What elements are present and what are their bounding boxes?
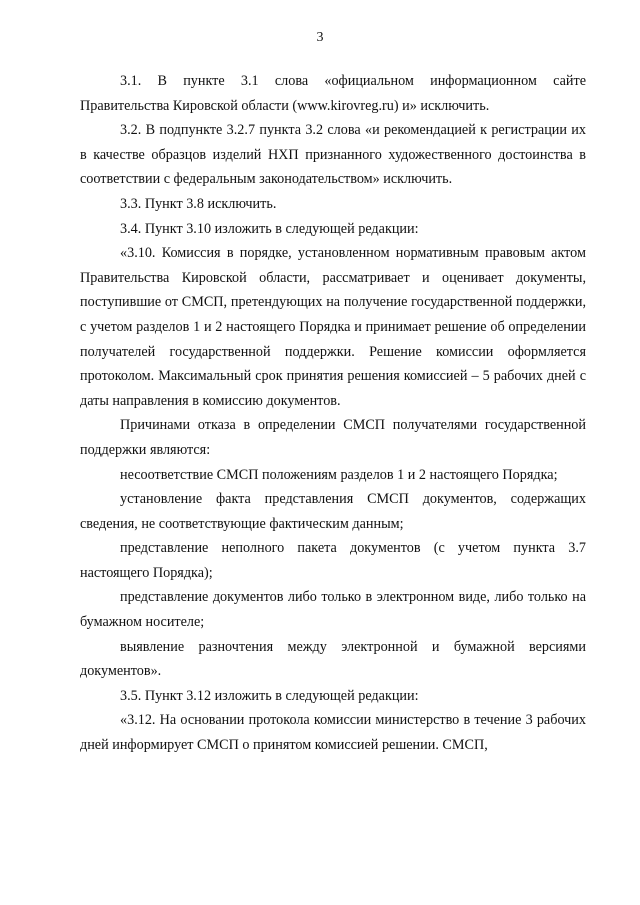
paragraph-reason-2: установление факта представления СМСП документов, содержащих сведения, не соответствующие фактическим данным; bbox=[80, 491, 586, 532]
paragraph-reason-3: представление неполного пакета документов (с учетом пункта 3.7 настоящего Порядка); bbox=[80, 540, 586, 581]
paragraph-3-12-text: «3.12. На основании протокола комиссии министерство в течение 3 рабочих дней информирует СМСП о принятом комиссией решении. СМСП, bbox=[80, 712, 586, 754]
paragraph-3-10-text: «3.10. Комиссия в порядке, установленном нормативным правовым актом Правительства Кировской области, рассматривает и оценивает документы, поступившие от СМСП, претендующих на получение государственной поддержки, с учетом разделов 1 и 2 настоящего Порядка и принимает решение об определении получателей государственной поддержки. Решение комиссии оформляется протоколом. Максимальный срок принятия решения комиссией – 5 рабочих дней с даты направления в комиссию документов. bbox=[80, 245, 586, 409]
paragraph-reason-1: несоответствие СМСП положениям разделов 1 и 2 настоящего Порядка; bbox=[120, 466, 558, 483]
paragraph-3-5: 3.5. Пункт 3.12 изложить в следующей редакции: bbox=[120, 687, 419, 704]
page-number: 3 bbox=[316, 30, 324, 45]
document-body bbox=[80, 69, 586, 758]
paragraph-reason-5: выявление разночтения между электронной и бумажной версиями документов». bbox=[80, 638, 586, 680]
paragraph-3-2: 3.2. В подпункте 3.2.7 пункта 3.2 слова «и рекомендацией к регистрации их в качестве образцов изделий НХП признанного художественного достоинства в соответствии с федеральным законодательством» исключить. bbox=[80, 122, 586, 188]
paragraph-3-1: 3.1. В пункте 3.1 слова «официальном информационном сайте Правительства Кировской области (www.kirovreg.ru) и» исключить. bbox=[80, 73, 586, 114]
paragraph-3-3: 3.3. Пункт 3.8 исключить. bbox=[120, 195, 277, 212]
paragraph-3-4: 3.4. Пункт 3.10 изложить в следующей редакции: bbox=[120, 220, 419, 237]
paragraph-refusal-reasons: Причинами отказа в определении СМСП получателями государственной поддержки являются: bbox=[80, 417, 586, 458]
paragraph-reason-4: представление документов либо только в электронном виде, либо только на бумажном носителе; bbox=[80, 589, 586, 631]
